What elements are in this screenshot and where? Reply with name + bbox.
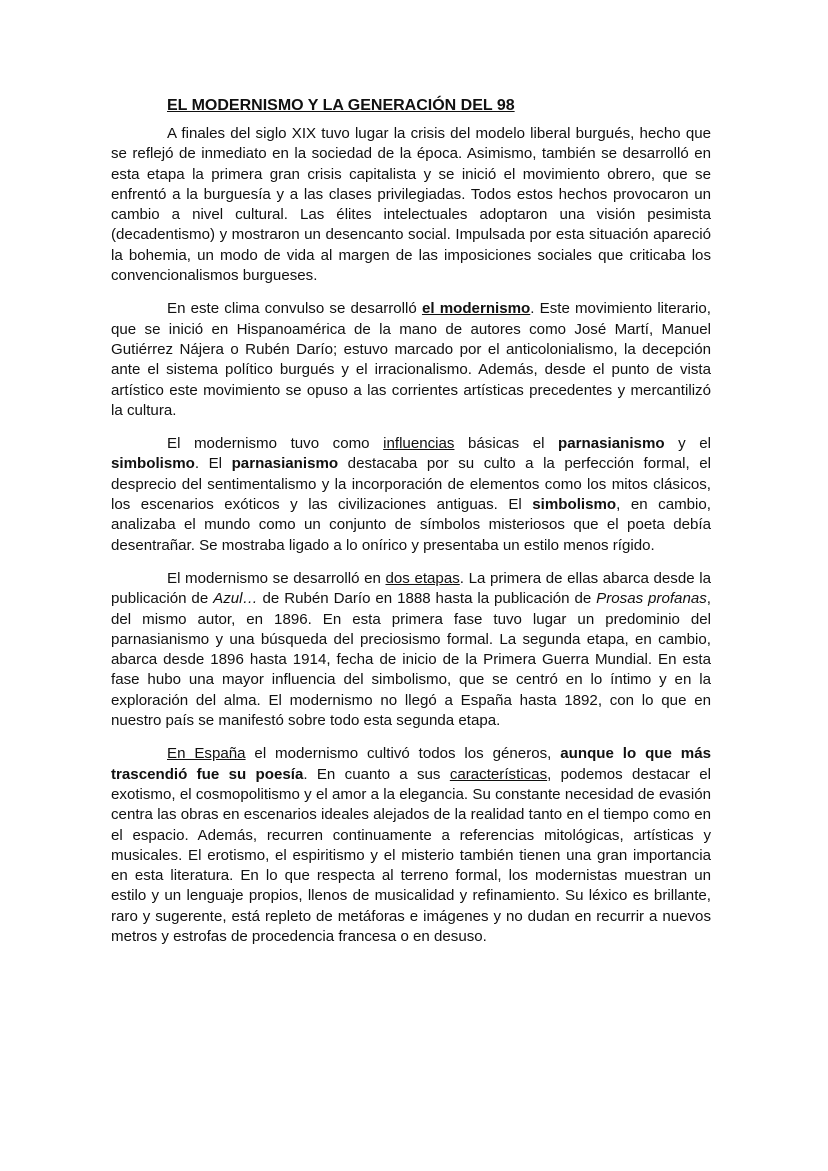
emphasis-poesia: aunque lo que más trascendió fue su poesía — [111, 745, 711, 783]
document-page — [111, 96, 711, 960]
text-run: destacaba por su culto a la perfección formal, el desprecio del sentimentalismo y la incorporación de elementos como los mitos clásicos, los escenarios exóticos y las civilizaciones antiguas. El — [111, 455, 711, 514]
term-simbolismo: simbolismo — [532, 496, 617, 514]
text-run: , en cambio, analizaba el mundo como un conjunto de símbolos misteriosos que el poeta debía desentrañar. Se mostraba ligado a lo onírico y presentaba un estilo menos rígido. — [111, 496, 711, 554]
term-en-espana: En España — [167, 745, 246, 763]
paragraph-modernismo-origin — [111, 299, 711, 421]
term-parnasianismo: parnasianismo — [558, 435, 665, 453]
text-run: . En cuanto a sus — [303, 765, 450, 783]
document-title: EL MODERNISMO Y LA GENERACIÓN DEL 98 — [167, 97, 515, 114]
paragraph-espana — [111, 744, 711, 947]
term-parnasianismo: parnasianismo — [231, 455, 339, 473]
paragraph-crisis — [111, 124, 711, 286]
text-run: El modernismo tuvo como — [167, 435, 384, 453]
term-dos-etapas: dos etapas — [385, 569, 460, 587]
text-run: de Rubén Darío en 1888 hasta la publicación de — [257, 590, 597, 608]
text-run: , podemos destacar el exotismo, el cosmopolitismo y el amor a la elegancia. Su constante necesidad de evasión centra las obras en escenarios ideales alejados de la realidad tanto en el tiempo como en el espacio. Además, recurren continuamente a referencias mitológicas, artísticas y musicales. El erotismo, el espiritismo y el misterio también tienen una gran importancia en esta literatura. En lo que respecta al terreno formal, los modernistas muestran un estilo y un lenguaje propios, llenos de musicalidad y refinamiento. Su léxico es brillante, raro y sugerente, está repleto de metáforas e imágenes y no dudan en recurrir a nuevos metros y estrofas de procedencia francesa o en desuso. — [111, 765, 712, 945]
text-run: el modernismo cultivó todos los géneros, — [245, 745, 561, 763]
text-run: básicas el — [454, 435, 559, 453]
text-run: . El — [194, 455, 232, 473]
term-el-modernismo: el modernismo — [421, 300, 531, 318]
text-run: . La primera de ellas abarca desde la publicación de — [111, 569, 711, 608]
term-simbolismo: simbolismo — [111, 455, 195, 473]
title-prosas-profanas: Prosas profanas — [596, 590, 707, 608]
text-run: y el — [664, 435, 711, 453]
text-run: . Este movimiento literario, que se inició en Hispanoamérica de la mano de autores como José Martí, Manuel Gutiérrez Nájera o Rubén Darío; estuvo marcado por el anticolonialismo, la decepción ante el sistema político burgués y el irracionalismo. Además, desde el punto de vista artístico este movimiento se opuso a las corrientes artísticas precedentes y mercantilizó la cultura. — [111, 300, 711, 419]
text-run: En este clima convulso se desarrolló — [167, 300, 422, 318]
term-caracteristicas: características — [449, 765, 548, 783]
paragraph-etapas — [111, 569, 711, 731]
term-influencias: influencias — [383, 435, 455, 453]
text-run: , del mismo autor, en 1896. En esta primera fase tuvo lugar un predominio del parnasianismo y una búsqueda del preciosismo formal. La segunda etapa, en cambio, abarca desde 1896 hasta 1914, fecha de inicio de la Primera Guerra Mundial. En esta fase hubo una mayor influencia del simbolismo, que se centró en lo íntimo y en la exploración del alma. El modernismo no llegó a España hasta 1892, con lo que en nuestro país se manifestó sobre todo esta segunda etapa. — [111, 590, 711, 730]
title-azul: Azul… — [213, 590, 258, 608]
paragraph-text: A finales del siglo XIX tuvo lugar la crisis del modelo liberal burgués, hecho que se reflejó de inmediato en la sociedad de la época. Asimismo, también se desarrolló en esta etapa la primera gran crisis capitalista y se inició el movimiento obrero, que se enfrentó a la burguesía y a las clases privilegiadas. Todos estos hechos provocaron un cambio a nivel cultural. Las élites intelectuales adoptaron una visión pesimista (decadentismo) y mostraron un desencanto social. Impulsada por esta situación apareció la bohemia, un modo de vida al margen de las imposiciones sociales que criticaba los convencionalismos burgueses. — [111, 125, 711, 285]
text-run: El modernismo se desarrolló en — [167, 569, 386, 587]
paragraph-influencias — [111, 434, 711, 556]
